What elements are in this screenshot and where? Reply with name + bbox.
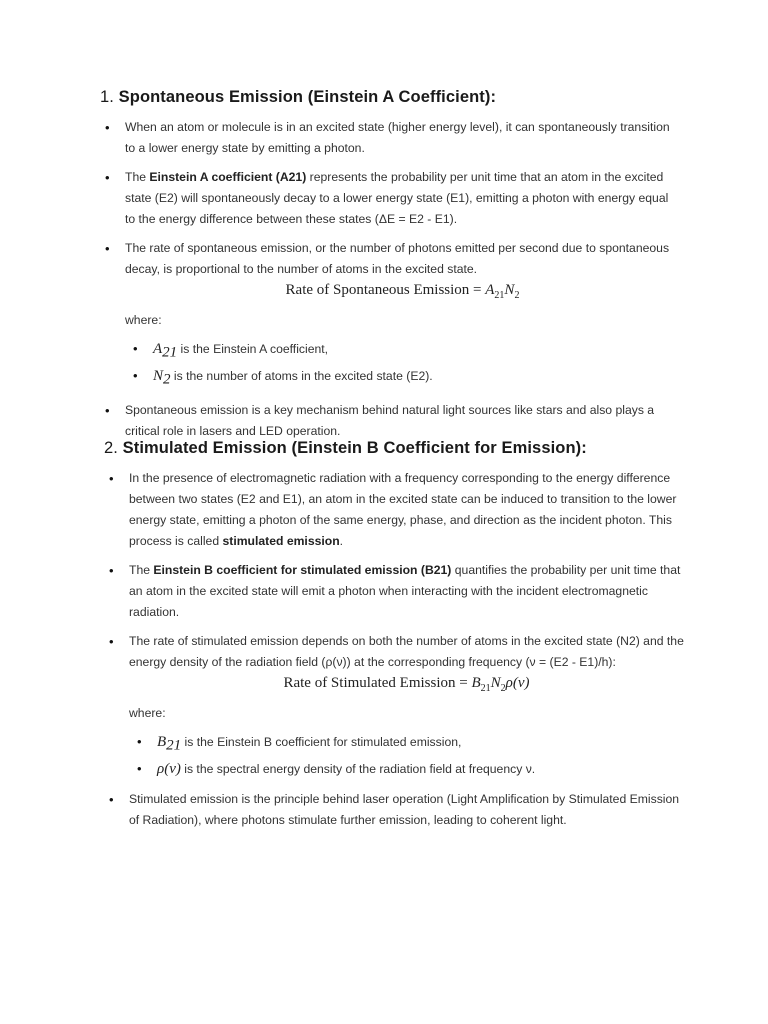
section-stimulated-emission bbox=[104, 439, 684, 839]
sub-text: is the Einstein A coefficient, bbox=[177, 342, 329, 356]
bullet-text: The bbox=[125, 170, 150, 184]
bullet-text: . bbox=[339, 534, 344, 548]
sub-item bbox=[137, 757, 684, 781]
bullet-list bbox=[100, 117, 680, 442]
sub-item bbox=[133, 364, 680, 391]
formula-label: Rate of Spontaneous Emission = bbox=[285, 282, 486, 298]
bullet-item bbox=[100, 238, 680, 392]
symbol-subscript: 2 bbox=[163, 371, 171, 388]
sub-list bbox=[125, 337, 680, 392]
symbol-subscript: 21 bbox=[162, 344, 178, 361]
section-heading bbox=[104, 439, 684, 458]
where-label: where: bbox=[125, 313, 162, 327]
bullet-item bbox=[104, 631, 684, 781]
where-label: where: bbox=[129, 706, 166, 720]
bold-term: Einstein A coefficient (A21) bbox=[149, 170, 307, 184]
formula-subscript: 21 bbox=[480, 683, 491, 694]
sub-text: is the spectral energy density of the radiation field at frequency ν. bbox=[180, 762, 536, 777]
formula-subscript: 21 bbox=[494, 290, 505, 301]
bullet-text: represents the probability per unit time that an atom in the excited state (E2) will spontaneously decay to a lower energy state (E1), emitting a photon with energy equal to the energy difference between these states (ΔE = E2 - E1). bbox=[125, 170, 669, 226]
sub-item bbox=[137, 730, 684, 757]
bullet-item bbox=[104, 468, 684, 552]
section-heading bbox=[100, 88, 680, 107]
formula-symbol-b: B bbox=[471, 675, 481, 691]
section-number: 2. bbox=[104, 439, 118, 457]
bullet-text: Spontaneous emission is a key mechanism behind natural light sources like stars and also plays a critical role in lasers and LED operation. bbox=[125, 402, 655, 438]
formula-label: Rate of Stimulated Emission = bbox=[283, 675, 472, 691]
formula-symbol-n: N bbox=[490, 675, 501, 691]
section-number: 1. bbox=[100, 88, 114, 106]
bullet-text: The rate of stimulated emission depends on both the number of atoms in the excited state (N2) and the energy density of the radiation field (ρ(ν)) at the corresponding frequency (ν = (E2 - E1)/h): bbox=[129, 634, 684, 669]
sub-text: is the Einstein B coefficient for stimulated emission, bbox=[181, 735, 462, 749]
bullet-text: The bbox=[129, 563, 154, 577]
symbol: B bbox=[157, 734, 167, 750]
symbol: ρ(ν) bbox=[157, 761, 181, 778]
bullet-item bbox=[104, 560, 684, 623]
formula-symbol-a: A bbox=[485, 282, 495, 298]
bullet-item bbox=[100, 167, 680, 230]
formula-spontaneous bbox=[125, 280, 680, 306]
bullet-item bbox=[104, 789, 684, 831]
symbol: A bbox=[153, 341, 163, 357]
section-title: Spontaneous Emission (Einstein A Coefficient): bbox=[118, 88, 497, 106]
bullet-item bbox=[100, 117, 680, 159]
sub-text: is the number of atoms in the excited state (E2). bbox=[170, 369, 433, 384]
section-title: Stimulated Emission (Einstein B Coefficient for Emission): bbox=[122, 439, 587, 457]
sub-list bbox=[129, 730, 684, 781]
sub-item bbox=[133, 337, 680, 364]
section-spontaneous-emission bbox=[100, 88, 680, 450]
formula-stimulated bbox=[129, 673, 684, 699]
formula-symbol-n: N bbox=[504, 282, 515, 298]
bullet-text: In the presence of electromagnetic radiation with a frequency corresponding to the energy difference between two states (E2 and E1), an atom in the excited state can be induced to transition to the lower energy state, emitting a photon of the same energy, phase, and direction as the incident photon. This process is called bbox=[129, 471, 677, 548]
bullet-text: When an atom or molecule is in an excited state (higher energy level), it can spontaneously transition to a lower energy state by emitting a photon. bbox=[125, 120, 670, 155]
bold-term: stimulated emission bbox=[222, 534, 340, 548]
bullet-text: Stimulated emission is the principle behind laser operation (Light Amplification by Stimulated Emission of Radiation), where photons stimulate further emission, leading to coherent light. bbox=[129, 792, 680, 828]
symbol: N bbox=[153, 368, 164, 385]
formula-subscript: 2 bbox=[514, 290, 520, 301]
bullet-text: The rate of spontaneous emission, or the number of photons emitted per second due to spontaneous decay, is proportional to the number of atoms in the excited state. bbox=[125, 241, 670, 276]
symbol-subscript: 21 bbox=[166, 737, 182, 754]
formula-symbol-rho: ρ(ν) bbox=[505, 675, 530, 691]
formula-subscript: 2 bbox=[500, 683, 506, 694]
bullet-item bbox=[100, 400, 680, 442]
bullet-text: quantifies the probability per unit time that an atom in the excited state will emit a photon when interacting with the incident electromagnetic radiation. bbox=[129, 563, 681, 619]
bold-term: Einstein B coefficient for stimulated emission (B21) bbox=[153, 563, 452, 577]
bullet-list bbox=[104, 468, 684, 831]
